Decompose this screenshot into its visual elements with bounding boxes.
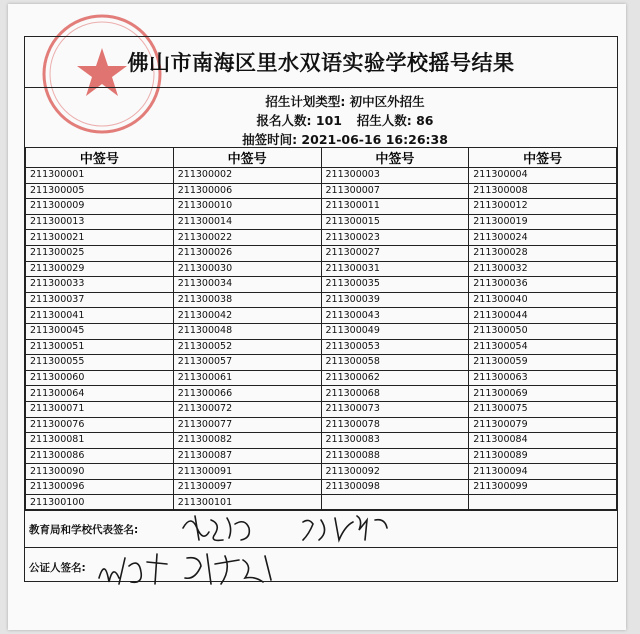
table-cell: 211300083 (321, 433, 469, 449)
table-row (26, 308, 617, 324)
table-cell: 211300084 (469, 433, 617, 449)
table-cell: 211300063 (469, 370, 617, 386)
table-cell: 211300026 (173, 245, 321, 261)
table-cell: 211300009 (26, 199, 174, 215)
table-cell: 211300100 (26, 495, 174, 511)
table-cell: 211300001 (26, 168, 174, 184)
table-cell: 211300021 (26, 230, 174, 246)
enroll-value: 86 (416, 113, 434, 128)
table-cell: 211300024 (469, 230, 617, 246)
table-cell: 211300068 (321, 386, 469, 402)
table-cell: 211300032 (469, 261, 617, 277)
table-cell: 211300082 (173, 433, 321, 449)
table-cell: 211300005 (26, 183, 174, 199)
table-row (26, 277, 617, 293)
table-cell: 211300035 (321, 277, 469, 293)
table-cell: 211300078 (321, 417, 469, 433)
table-header-row (26, 148, 617, 168)
table-row (26, 261, 617, 277)
table-cell: 211300064 (26, 386, 174, 402)
table-row (26, 199, 617, 215)
table-cell: 211300091 (173, 464, 321, 480)
table-row (26, 323, 617, 339)
table-cell: 211300044 (469, 308, 617, 324)
handwritten-signature-icon (95, 548, 315, 592)
column-header: 中签号 (26, 148, 174, 168)
draw-time-label: 抽签时间: (242, 132, 298, 147)
table-cell: 211300087 (173, 448, 321, 464)
table-cell: 211300055 (26, 355, 174, 371)
table-cell: 211300028 (469, 245, 617, 261)
table-cell: 211300092 (321, 464, 469, 480)
table-cell: 211300081 (26, 433, 174, 449)
table-row (26, 245, 617, 261)
table-cell: 211300048 (173, 323, 321, 339)
table-cell: 211300011 (321, 199, 469, 215)
plan-type-label: 招生计划类型: (265, 94, 346, 109)
table-cell: 211300004 (469, 168, 617, 184)
table-cell: 211300025 (26, 245, 174, 261)
table-row (26, 417, 617, 433)
draw-time-value: 2021-06-16 16:26:38 (301, 132, 448, 147)
table-cell: 211300058 (321, 355, 469, 371)
table-cell: 211300050 (469, 323, 617, 339)
table-cell: 211300089 (469, 448, 617, 464)
applicants-label: 报名人数: (256, 113, 312, 128)
table-cell: 211300008 (469, 183, 617, 199)
plan-type-line (225, 92, 465, 111)
handwritten-signature-icon (175, 510, 435, 546)
table-cell: 211300043 (321, 308, 469, 324)
table-row (26, 183, 617, 199)
table-cell: 211300051 (26, 339, 174, 355)
table-cell: 211300045 (26, 323, 174, 339)
winning-numbers-table (25, 147, 617, 511)
table-cell: 211300077 (173, 417, 321, 433)
table-cell: 211300040 (469, 292, 617, 308)
edu-signature-row (25, 509, 617, 548)
table-cell: 211300042 (173, 308, 321, 324)
table-row (26, 214, 617, 230)
table-cell: 211300033 (26, 277, 174, 293)
table-cell: 211300007 (321, 183, 469, 199)
table-cell: 211300061 (173, 370, 321, 386)
table-cell: 211300015 (321, 214, 469, 230)
enroll-label: 招生人数: (356, 113, 412, 128)
table-cell: 211300075 (469, 401, 617, 417)
document-page (8, 4, 626, 630)
table-row (26, 448, 617, 464)
table-cell: 211300094 (469, 464, 617, 480)
result-sheet (24, 36, 618, 582)
title-divider (25, 87, 617, 88)
table-row (26, 386, 617, 402)
table-row (26, 292, 617, 308)
table-row (26, 479, 617, 495)
table-row (26, 370, 617, 386)
table-cell: 211300057 (173, 355, 321, 371)
table-cell: 211300069 (469, 386, 617, 402)
table-row (26, 433, 617, 449)
table-cell: 211300099 (469, 479, 617, 495)
table-cell: 211300076 (26, 417, 174, 433)
notary-signature-label: 公证人签名: (29, 562, 86, 574)
table-cell: 211300054 (469, 339, 617, 355)
table-row (26, 230, 617, 246)
table-cell: 211300022 (173, 230, 321, 246)
table-row (26, 401, 617, 417)
table-cell: 211300088 (321, 448, 469, 464)
table-cell: 211300023 (321, 230, 469, 246)
table-cell: 211300090 (26, 464, 174, 480)
table-cell: 211300073 (321, 401, 469, 417)
table-cell: 211300029 (26, 261, 174, 277)
counts-line (225, 111, 465, 130)
column-header: 中签号 (469, 148, 617, 168)
table-cell: 211300010 (173, 199, 321, 215)
table-cell: 211300098 (321, 479, 469, 495)
table-cell: 211300097 (173, 479, 321, 495)
table-cell: 211300060 (26, 370, 174, 386)
table-cell: 211300003 (321, 168, 469, 184)
table-row (26, 168, 617, 184)
table-row (26, 339, 617, 355)
table-body (26, 168, 617, 511)
table-row (26, 464, 617, 480)
table-cell: 211300013 (26, 214, 174, 230)
page-title: 佛山市南海区里水双语实验学校摇号结果 (127, 51, 515, 75)
table-cell: 211300052 (173, 339, 321, 355)
column-header: 中签号 (173, 148, 321, 168)
table-cell: 211300086 (26, 448, 174, 464)
table-cell: 211300019 (469, 214, 617, 230)
applicants-value: 101 (315, 113, 342, 128)
table-cell: 211300066 (173, 386, 321, 402)
table-cell: 211300039 (321, 292, 469, 308)
table-cell: 211300037 (26, 292, 174, 308)
table-cell: 211300014 (173, 214, 321, 230)
table-cell: 211300072 (173, 401, 321, 417)
table-cell: 211300002 (173, 168, 321, 184)
table-cell: 211300031 (321, 261, 469, 277)
table-cell: 211300053 (321, 339, 469, 355)
column-header: 中签号 (321, 148, 469, 168)
table-cell: 211300012 (469, 199, 617, 215)
table-cell: 211300096 (26, 479, 174, 495)
table-cell: 211300038 (173, 292, 321, 308)
plan-type-value: 初中区外招生 (349, 94, 425, 109)
notary-signature-row (25, 547, 617, 584)
edu-signature-label: 教育局和学校代表签名: (29, 524, 139, 536)
table-cell: 211300027 (321, 245, 469, 261)
table-cell: 211300006 (173, 183, 321, 199)
table-cell: 211300034 (173, 277, 321, 293)
table-cell: 211300101 (173, 495, 321, 511)
table-cell: 211300036 (469, 277, 617, 293)
table-cell: 211300079 (469, 417, 617, 433)
table-cell: 211300041 (26, 308, 174, 324)
table-cell: 211300071 (26, 401, 174, 417)
table-cell: 211300059 (469, 355, 617, 371)
table-cell: 211300049 (321, 323, 469, 339)
table-row (26, 355, 617, 371)
table-cell: 211300030 (173, 261, 321, 277)
table-cell: 211300062 (321, 370, 469, 386)
